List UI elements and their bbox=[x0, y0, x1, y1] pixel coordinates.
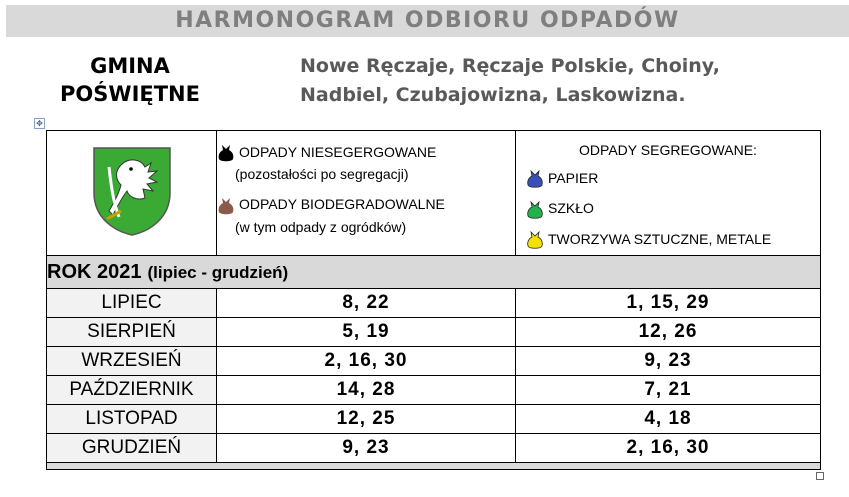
month-cell: LIPIEC bbox=[47, 289, 217, 318]
legend-bio-label: ODPADY BIODEGRADOWALNE bbox=[239, 196, 445, 213]
municipality-name bbox=[50, 52, 210, 108]
month-cell: WRZESIEŃ bbox=[47, 347, 217, 376]
table-footer-cell bbox=[47, 463, 821, 470]
coat-of-arms-icon bbox=[91, 145, 173, 237]
table-row bbox=[47, 434, 821, 463]
legend-plastic-label: TWORZYWA SZTUCZNE, METALE bbox=[548, 230, 772, 247]
segregated-dates-cell: 2, 16, 30 bbox=[516, 434, 821, 463]
document-title: HARMONOGRAM ODBIORU ODPADÓW bbox=[6, 5, 849, 37]
legend-mixed-sub: (pozostałości po segregacji) bbox=[235, 166, 409, 183]
table-footer-row bbox=[47, 463, 821, 470]
legend-paper-label: PAPIER bbox=[548, 170, 599, 186]
mixed-dates-cell: 9, 23 bbox=[217, 434, 516, 463]
brown-bag-icon bbox=[217, 196, 235, 216]
segregated-dates-cell: 7, 21 bbox=[516, 376, 821, 405]
month-cell: SIERPIEŃ bbox=[47, 318, 217, 347]
table-row bbox=[47, 405, 821, 434]
table-row bbox=[47, 318, 821, 347]
segregated-waste-legend bbox=[516, 131, 821, 256]
year-label: ROK 2021 bbox=[47, 260, 142, 283]
villages-line1: Nowe Ręczaje, Ręczaje Polskie, Choiny, bbox=[300, 55, 720, 77]
municipality-line1: GMINA bbox=[90, 54, 170, 78]
mixed-waste-legend bbox=[217, 131, 516, 256]
green-bag-icon bbox=[526, 200, 544, 220]
mixed-dates-cell: 12, 25 bbox=[217, 405, 516, 434]
table-row bbox=[47, 376, 821, 405]
month-cell: PAŹDZIERNIK bbox=[47, 376, 217, 405]
segregated-dates-cell: 9, 23 bbox=[516, 347, 821, 376]
table-resize-handle-icon[interactable] bbox=[816, 472, 824, 480]
segregated-dates-cell: 12, 26 bbox=[516, 318, 821, 347]
segregated-dates-cell: 1, 15, 29 bbox=[516, 289, 821, 318]
municipality-line2: POŚWIĘTNE bbox=[60, 82, 200, 106]
legend-row bbox=[47, 131, 821, 256]
yellow-bag-icon bbox=[526, 230, 544, 250]
legend-glass-label: SZKŁO bbox=[548, 200, 594, 217]
table-row bbox=[47, 289, 821, 318]
mixed-dates-cell: 14, 28 bbox=[217, 376, 516, 405]
month-cell: GRUDZIEŃ bbox=[47, 434, 217, 463]
black-bag-icon bbox=[217, 143, 235, 163]
month-cell: LISTOPAD bbox=[47, 405, 217, 434]
logo-cell bbox=[47, 131, 217, 256]
table-row bbox=[47, 347, 821, 376]
table-move-handle-icon[interactable]: ✥ bbox=[34, 118, 45, 129]
villages-list bbox=[300, 52, 820, 110]
legend-mixed-label: ODPADY NIESEGERGOWANE bbox=[239, 144, 437, 160]
year-range: (lipiec - grudzień) bbox=[147, 262, 289, 282]
mixed-dates-cell: 5, 19 bbox=[217, 318, 516, 347]
collection-schedule-table bbox=[46, 130, 821, 470]
mixed-dates-cell: 2, 16, 30 bbox=[217, 347, 516, 376]
segregated-dates-cell: 4, 18 bbox=[516, 405, 821, 434]
villages-line2: Nadbiel, Czubajowizna, Laskowizna. bbox=[300, 84, 686, 106]
year-row bbox=[47, 256, 821, 289]
legend-bio-sub: (w tym odpady z ogródków) bbox=[235, 218, 407, 235]
blue-bag-icon bbox=[526, 169, 544, 189]
year-cell bbox=[47, 256, 821, 289]
mixed-dates-cell: 8, 22 bbox=[217, 289, 516, 318]
legend-segregated-title: ODPADY SEGREGOWANE: bbox=[579, 142, 757, 158]
